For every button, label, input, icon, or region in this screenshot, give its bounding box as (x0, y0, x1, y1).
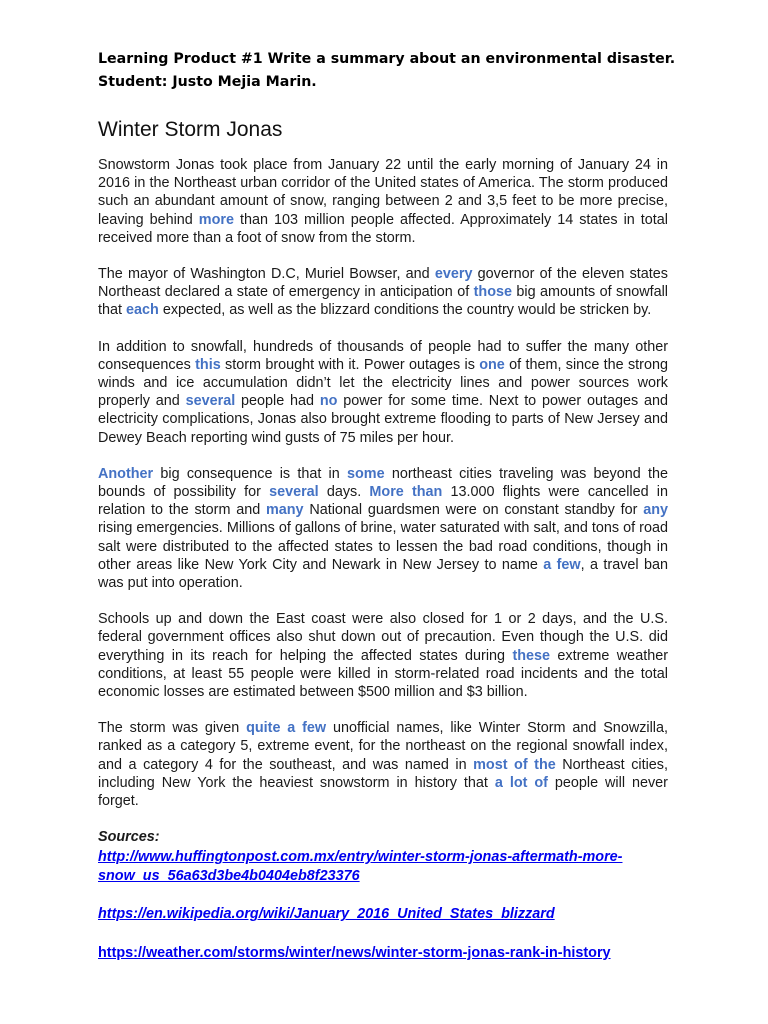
highlighted-word: several (185, 393, 236, 410)
paragraph (98, 156, 668, 247)
highlighted-word: each (126, 302, 159, 319)
paragraph (98, 265, 668, 320)
text-segment: big amounts of snowfall that (98, 284, 668, 319)
highlighted-word: these (512, 647, 551, 664)
text-segment: governor of the eleven states Northeast declared a state of emergency in anticipation of (98, 266, 668, 301)
text-segment: days. (318, 484, 370, 501)
body-text (98, 156, 668, 810)
text-segment: Snowstorm Jonas took place from January 22 until the early morning of January 24 in 2016 in the Northeast urban corridor of the United states of America. The storm produced such an abundant amount of snow, ranging between 2 and 3,5 feet to be more precise, leaving behind (98, 157, 668, 228)
paragraph (98, 465, 668, 592)
text-segment: Schools up and down the East coast were also closed for 1 or 2 days, and the U.S. federal government offices also shut down out of precaution. Even though the U.S. did everything in its reach for helping the affected states during (98, 611, 668, 664)
text-segment: of them, since the strong winds and ice accumulation didn’t let the electricity lines and power sources work properly and (98, 356, 668, 410)
highlighted-word: several (269, 484, 319, 501)
paragraph (98, 610, 668, 701)
text-segment: big consequence is that in (153, 465, 347, 482)
highlighted-word: those (473, 284, 512, 301)
text-segment: people will never forget. (98, 774, 668, 810)
text-segment: people had (235, 393, 320, 410)
text-segment: National guardsmen were on constant standby for (303, 502, 644, 519)
source-link-wikipedia[interactable]: https://en.wikipedia.org/wiki/January_2016_United_States_blizzard (98, 906, 555, 923)
highlighted-word: many (265, 502, 304, 519)
sources-list (98, 848, 668, 962)
text-segment: unofficial names, like Winter Storm and Snowzilla, ranked as a category 5, extreme event, for the northeast on the regional snowfall index, and a category 4 for the southeast, and was named in (98, 720, 668, 773)
text-segment: 13.000 flights were cancelled in relation to the storm and (98, 484, 668, 519)
paragraph (98, 338, 668, 447)
text-segment: northeast cities traveling was beyond the bounds of possibility for (98, 465, 668, 501)
text-segment: power for some time. Next to power outages and electricity complications, Jonas also brought extreme flooding to parts of New Jersey and Dewey Beach reporting wind gusts of 75 miles per hour. (98, 393, 668, 446)
highlighted-word: one (479, 356, 505, 373)
document-title: Winter Storm Jonas (98, 118, 283, 141)
highlighted-word: Another (98, 465, 154, 482)
source-link-huffingtonpost[interactable]: http://www.huffingtonpost.com.mx/entry/winter-storm-jonas-aftermath-more-snow_us_56a63d3be4b0404eb8f23376 (98, 849, 623, 884)
text-segment: than 103 million people affected. Approximately 14 states in total received more than a foot of snow from the storm. (98, 211, 668, 246)
highlighted-word: most of the (473, 756, 556, 773)
text-segment: rising emergencies. Millions of gallons of brine, water saturated with salt, and tons of road salt were distributed to the affected states to lessen the bad road conditions, though in other areas like New York City and Newark in New Jersey to name (98, 520, 668, 573)
highlighted-word: more (198, 211, 234, 228)
paragraph (98, 719, 668, 810)
highlighted-word: this (195, 356, 221, 373)
highlighted-word: every (434, 266, 473, 283)
text-segment: The mayor of Washington D.C, Muriel Bowser, and (98, 266, 435, 283)
source-link-weather[interactable]: https://weather.com/storms/winter/news/winter-storm-jonas-rank-in-history (98, 944, 611, 961)
student-name: Student: Justo Mejia Marin. (98, 74, 317, 90)
text-segment: Northeast cities, including New York the heaviest snowstorm in history that (98, 756, 668, 791)
sources-label: Sources: (98, 829, 160, 846)
text-segment: , a travel ban was put into operation. (98, 556, 669, 592)
text-segment: storm brought with it. Power outages is (220, 356, 480, 373)
highlighted-word: no (319, 393, 338, 410)
highlighted-word: a few (543, 556, 581, 573)
text-segment: extreme weather conditions, at least 55 people were killed in storm-related road incidents and the total economic losses are estimated between $500 million and $3 billion. (98, 647, 668, 701)
text-segment: expected, as well as the blizzard conditions the country would be stricken by. (158, 302, 652, 319)
highlighted-word: quite a few (246, 720, 327, 737)
highlighted-word: any (643, 502, 668, 519)
highlighted-word: a lot of (494, 774, 548, 791)
highlighted-word: some (347, 465, 385, 482)
text-segment: The storm was given (98, 720, 247, 737)
highlighted-word: More than (369, 484, 443, 501)
text-segment: In addition to snowfall, hundreds of thousands of people had to suffer the many other consequences (98, 338, 668, 373)
assignment-heading: Learning Product #1 Write a summary about an environmental disaster. (98, 51, 676, 67)
